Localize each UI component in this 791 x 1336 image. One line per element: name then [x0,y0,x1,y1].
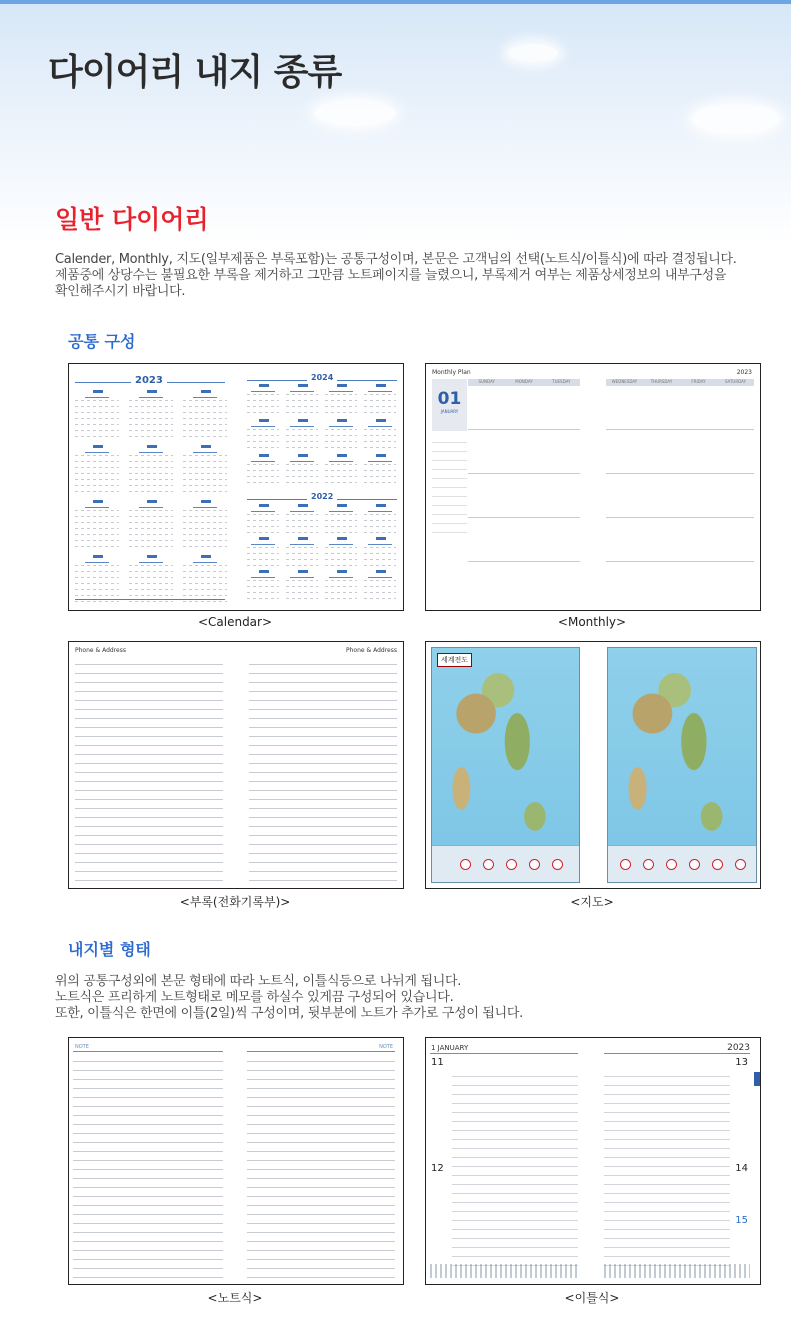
inner-description: 위의 공통구성외에 본문 형태에 따라 노트식, 이틀식등으로 나뉘게 됩니다. 노트식은 프리하게 노트형태로 메모를 하실수 있게끔 구성되어 있습니다. 또한, 이틀식은 한면에 이틀(2일)씩 구성이며, 뒷부분에 노트가 추가로 구성이 됩니다. [55,974,524,1021]
mini-month-calendar [325,506,357,536]
monthly-day-header-right: WEDNESDAY THURSDAY FRIDAY SATURDAY [606,379,754,386]
general-diary-description: Calender, Monthly, 지도(일부제품은 부록포함)는 공통구성이며, 본문은 고객님의 선택(노트식/이틀식)에 따라 결정됩니다. 제품중에 상당수는 불필요한 부록을 제거하고 그만큼 노트페이지를 늘렸으니, 부록제거 여부는 제품상세정보의 내부구성을 확인해주시기 바랍니다. [55,252,737,299]
twoday-day-15: 15 [735,1215,748,1226]
mini-month-calendar [247,386,279,416]
mini-month-calendar [325,456,357,486]
mini-month-calendar [183,447,227,497]
note-style-preview [68,1037,404,1285]
mini-month-calendar [364,421,396,451]
common-section-title: 공통 구성 [68,332,136,351]
twoday-day-12: 12 [431,1163,444,1174]
mini-month-calendar [286,539,318,569]
phone-title-left: Phone & Address [75,647,126,654]
monthly-preview [425,363,761,611]
twoday-style-preview [425,1037,761,1285]
calendar-year-2022: 2022 [307,492,337,501]
mini-month-calendar [183,392,227,442]
mini-month-calendar [364,506,396,536]
mini-month-calendar [129,447,173,497]
mini-month-calendar [247,572,279,602]
map-title: 세계전도 [437,653,472,667]
monthly-grid-right [606,386,754,604]
mini-month-calendar [364,456,396,486]
mini-month-calendar [183,502,227,552]
note-lines-left [73,1053,223,1279]
note-label-left: NOTE [75,1044,89,1050]
mini-month-calendar [325,421,357,451]
twoday-caption: <이틀식> [564,1291,620,1305]
calendar-preview [68,363,404,611]
phone-lines-right [249,656,397,882]
twoday-year: 2023 [727,1043,750,1053]
mini-month-calendar [129,392,173,442]
phone-caption: <부록(전화기록부)> [179,895,291,909]
mini-month-calendar [75,502,119,552]
map-right-page [607,647,757,883]
calendar-year-2024: 2024 [307,373,337,382]
map-caption: <지도> [570,895,614,909]
mini-month-calendar [325,386,357,416]
twoday-footer-right [604,1264,750,1278]
monthly-grid-left [468,386,580,604]
mini-month-calendar [247,506,279,536]
monthly-month-box [432,379,467,431]
world-map-preview [425,641,761,889]
twoday-month: 1 JANUARY [431,1044,469,1052]
twoday-day-13: 13 [735,1057,748,1068]
mini-month-calendar [286,421,318,451]
mini-month-calendar [247,539,279,569]
mini-month-calendar [364,539,396,569]
twoday-lines-right [604,1068,730,1268]
calendar-year-2023: 2023 [131,375,167,386]
calendar-right-page [247,370,397,604]
note-caption: <노트식> [207,1291,263,1305]
general-diary-title: 일반 다이어리 [55,205,209,234]
twoday-lines-left [452,1068,578,1268]
phone-address-preview [68,641,404,889]
monthly-day-header-left: SUNDAY MONDAY TUESDAY [468,379,580,386]
twoday-day-11: 11 [431,1057,444,1068]
mini-month-calendar [325,539,357,569]
inner-section-title: 내지별 형태 [68,940,151,959]
mini-month-calendar [286,572,318,602]
calendar-left-page [75,370,225,604]
mini-month-calendar [75,447,119,497]
twoday-footer-left [430,1264,578,1278]
page-title: 다이어리 내지 종류 [48,52,342,93]
monthly-month-name: JANUARY [440,409,459,414]
mini-month-calendar [286,506,318,536]
mini-month-calendar [75,392,119,442]
mini-month-calendar [247,456,279,486]
note-lines-right [247,1053,395,1279]
mini-month-calendar [286,386,318,416]
mini-month-calendar [129,502,173,552]
mini-month-calendar [364,572,396,602]
phone-lines-left [75,656,223,882]
mini-month-calendar [286,456,318,486]
note-label-right: NOTE [379,1044,393,1050]
mini-month-calendar [325,572,357,602]
mini-month-calendar [247,421,279,451]
mini-month-calendar [364,386,396,416]
monthly-title: Monthly Plan [432,369,471,376]
monthly-year: 2023 [736,369,752,376]
map-left-page [431,647,580,883]
monthly-month-number: 01 [437,389,462,409]
phone-title-right: Phone & Address [346,647,397,654]
monthly-caption: <Monthly> [557,615,627,629]
calendar-caption: <Calendar> [197,615,273,629]
twoday-day-14: 14 [735,1163,748,1174]
